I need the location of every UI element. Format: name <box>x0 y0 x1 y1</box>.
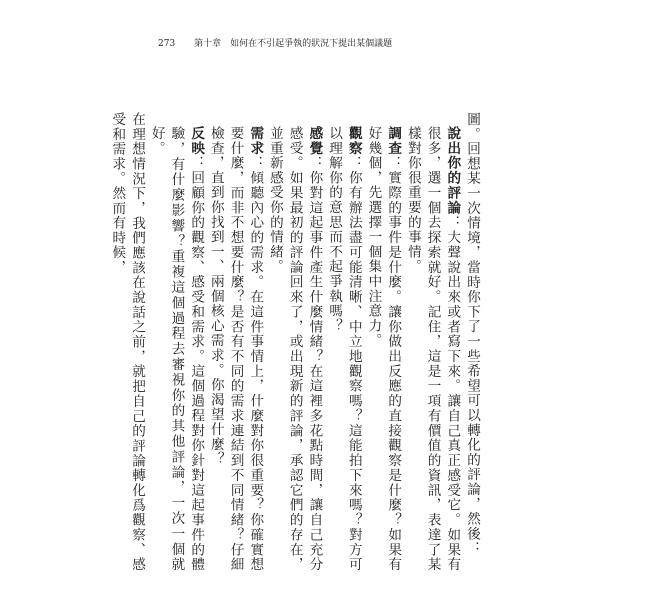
step-label: 觀察 <box>345 126 362 156</box>
step-text: ：實際的事件是什麼。讓你做出反應的直接觀察是什麼？如果有好幾個，先選擇一個集中注意力。 <box>365 126 402 572</box>
step-label: 說出你的評論 <box>444 126 461 216</box>
step-reflect <box>146 126 205 572</box>
step-label: 需求 <box>247 126 264 156</box>
step-text: ：傾聽內心的需求。在這件事情上，什麼對你很重要？你確實想要什麼，而非不想要什麼？是否有不同的需求連結到不同情緒？仔細檢查，直到你找到一、兩個核心需求。你渴望什麼？ <box>207 126 264 572</box>
step-need <box>205 126 264 572</box>
step-text: ：你有辦法盡可能清晰、中立地觀察嗎？這能拍下來嗎？對方可以理解你的意思而不起爭執嗎？ <box>326 126 362 572</box>
step-investigate <box>363 126 402 572</box>
running-header <box>158 36 392 49</box>
page-body <box>95 112 481 572</box>
step-say-evaluation <box>402 126 461 572</box>
step-text: ：大聲說出來或者寫下來。讓自己真正感受它。如果有很多，選一個去探索就好。記住，這是一項有價值的資訊，表達了某樣對你很重要的事情。 <box>404 126 461 572</box>
paragraph-intro: 圖。回想某一次情境，當時你下了一些希望可以轉化的評論，然後： <box>464 112 480 556</box>
page-number: 273 <box>158 39 176 49</box>
step-feel <box>264 126 323 572</box>
step-label: 調查 <box>385 126 402 156</box>
step-text: ：回顧你的觀察、感受和需求。這個過程對你針對這起事件的體驗，有什麼影響？重複這個過程去審視你的其他評論，一次一個就好。 <box>148 126 205 572</box>
step-label: 感覺 <box>306 126 323 156</box>
chapter-title: 第十章 如何在不引起爭執的狀況下提出某個議題 <box>194 39 393 49</box>
step-label: 反映 <box>188 126 205 156</box>
step-observe <box>323 126 362 572</box>
step-text: ：你對這起事件產生什麼情緒？在這裡多花點時間，讓自己充分感受。如果最初的評論回來了，或出現新的評論，承認它們的存在，並重新感受你的情緒。 <box>266 126 323 572</box>
paragraph-closing: 在理想情況下，我們應該在說話之前，就把自己的評論轉化爲觀察、感受和需求。然而有時候， <box>109 112 146 572</box>
